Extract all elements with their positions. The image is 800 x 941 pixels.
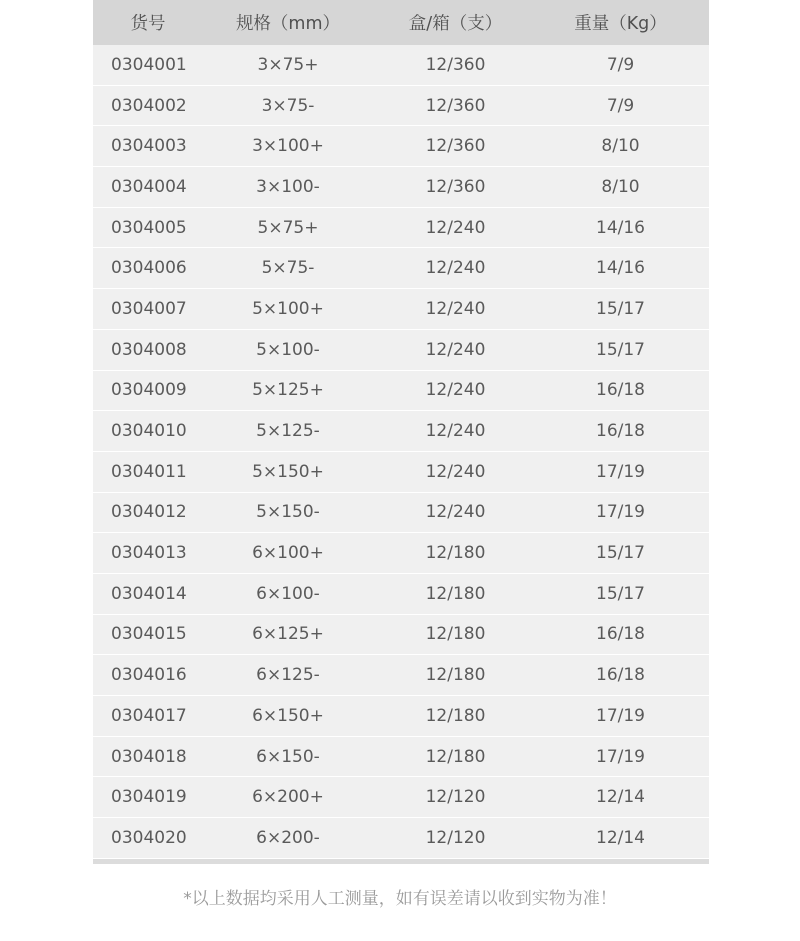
cell-item-no: 0304008 — [111, 339, 187, 360]
spec-table — [93, 0, 709, 864]
cell-box-carton: 12/240 — [425, 461, 486, 482]
cell-weight: 17/19 — [596, 461, 645, 482]
cell-spec: 6×150+ — [252, 705, 324, 726]
cell-spec: 3×100+ — [252, 136, 324, 157]
cell-box-carton: 12/240 — [425, 421, 486, 442]
cell-weight: 16/18 — [596, 665, 645, 686]
cell-box-carton: 12/240 — [425, 380, 486, 401]
cell-spec: 5×100- — [256, 339, 320, 360]
cell-spec: 5×100+ — [252, 298, 324, 319]
table-header — [93, 0, 709, 45]
cell-box-carton: 12/240 — [425, 298, 486, 319]
cell-spec: 6×100- — [256, 583, 320, 604]
cell-spec: 5×150+ — [252, 461, 324, 482]
cell-box-carton: 12/180 — [425, 705, 486, 726]
cell-spec: 6×100+ — [252, 543, 324, 564]
cell-item-no: 0304004 — [111, 176, 187, 197]
cell-box-carton: 12/240 — [425, 217, 486, 238]
table-row — [93, 777, 709, 818]
cell-item-no: 0304005 — [111, 217, 187, 238]
table-row — [93, 533, 709, 574]
cell-box-carton: 12/180 — [425, 624, 486, 645]
table-row — [93, 371, 709, 412]
cell-weight: 17/19 — [596, 746, 645, 767]
cell-spec: 6×200- — [256, 827, 320, 848]
cell-weight: 8/10 — [601, 176, 640, 197]
cell-spec: 5×125+ — [252, 380, 324, 401]
table-row — [93, 126, 709, 167]
header-weight: 重量（Kg） — [574, 14, 667, 34]
cell-box-carton: 12/180 — [425, 543, 486, 564]
cell-item-no: 0304007 — [111, 298, 187, 319]
cell-weight: 15/17 — [596, 543, 645, 564]
header-box-carton: 盒/箱（支） — [408, 14, 503, 34]
cell-spec: 6×125- — [256, 665, 320, 686]
cell-item-no: 0304017 — [111, 705, 187, 726]
cell-weight: 12/14 — [596, 787, 645, 808]
cell-box-carton: 12/360 — [425, 95, 486, 116]
table-row — [93, 86, 709, 127]
cell-spec: 3×100- — [256, 176, 320, 197]
cell-spec: 5×125- — [256, 421, 320, 442]
cell-item-no: 0304011 — [111, 461, 187, 482]
cell-item-no: 0304013 — [111, 543, 187, 564]
cell-item-no: 0304009 — [111, 380, 187, 401]
table-row — [93, 208, 709, 249]
cell-spec: 3×75+ — [257, 54, 319, 75]
cell-weight: 8/10 — [601, 136, 640, 157]
cell-weight: 7/9 — [606, 95, 635, 116]
cell-box-carton: 12/180 — [425, 746, 486, 767]
table-bottom-border — [93, 859, 709, 864]
cell-item-no: 0304019 — [111, 787, 187, 808]
table-row — [93, 45, 709, 86]
cell-weight: 16/18 — [596, 421, 645, 442]
table-row — [93, 818, 709, 859]
cell-box-carton: 12/360 — [425, 176, 486, 197]
cell-spec: 6×150- — [256, 746, 320, 767]
cell-item-no: 0304003 — [111, 136, 187, 157]
table-row — [93, 411, 709, 452]
cell-box-carton: 12/180 — [425, 583, 486, 604]
table-row — [93, 615, 709, 656]
table-body — [93, 45, 709, 859]
cell-weight: 17/19 — [596, 705, 645, 726]
cell-spec: 5×75- — [261, 258, 315, 279]
cell-box-carton: 12/360 — [425, 136, 486, 157]
cell-weight: 15/17 — [596, 339, 645, 360]
cell-weight: 14/16 — [596, 258, 645, 279]
cell-box-carton: 12/240 — [425, 502, 486, 523]
table-row — [93, 574, 709, 615]
cell-spec: 5×150- — [256, 502, 320, 523]
cell-item-no: 0304020 — [111, 827, 187, 848]
table-row — [93, 289, 709, 330]
cell-item-no: 0304012 — [111, 502, 187, 523]
cell-spec: 5×75+ — [257, 217, 319, 238]
cell-item-no: 0304006 — [111, 258, 187, 279]
table-row — [93, 248, 709, 289]
table-row — [93, 493, 709, 534]
cell-box-carton: 12/360 — [425, 54, 486, 75]
cell-weight: 7/9 — [606, 54, 635, 75]
table-row — [93, 330, 709, 371]
table-row — [93, 452, 709, 493]
cell-spec: 6×125+ — [252, 624, 324, 645]
cell-item-no: 0304016 — [111, 665, 187, 686]
header-spec: 规格（mm） — [235, 14, 341, 34]
cell-item-no: 0304015 — [111, 624, 187, 645]
table-row — [93, 167, 709, 208]
cell-spec: 3×75- — [261, 95, 315, 116]
cell-weight: 15/17 — [596, 583, 645, 604]
cell-item-no: 0304001 — [111, 54, 187, 75]
table-row — [93, 737, 709, 778]
cell-item-no: 0304002 — [111, 95, 187, 116]
table-row — [93, 696, 709, 737]
cell-item-no: 0304014 — [111, 583, 187, 604]
footnote: *以上数据均采用人工测量，如有误差请以收到实物为准！ — [183, 889, 617, 909]
cell-box-carton: 12/120 — [425, 827, 486, 848]
cell-weight: 15/17 — [596, 298, 645, 319]
cell-box-carton: 12/180 — [425, 665, 486, 686]
header-item-no: 货号 — [130, 14, 166, 34]
cell-item-no: 0304010 — [111, 421, 187, 442]
cell-weight: 17/19 — [596, 502, 645, 523]
cell-item-no: 0304018 — [111, 746, 187, 767]
cell-weight: 12/14 — [596, 827, 645, 848]
cell-weight: 14/16 — [596, 217, 645, 238]
cell-weight: 16/18 — [596, 380, 645, 401]
cell-spec: 6×200+ — [252, 787, 324, 808]
cell-box-carton: 12/240 — [425, 258, 486, 279]
cell-weight: 16/18 — [596, 624, 645, 645]
table-row — [93, 655, 709, 696]
cell-box-carton: 12/240 — [425, 339, 486, 360]
cell-box-carton: 12/120 — [425, 787, 486, 808]
